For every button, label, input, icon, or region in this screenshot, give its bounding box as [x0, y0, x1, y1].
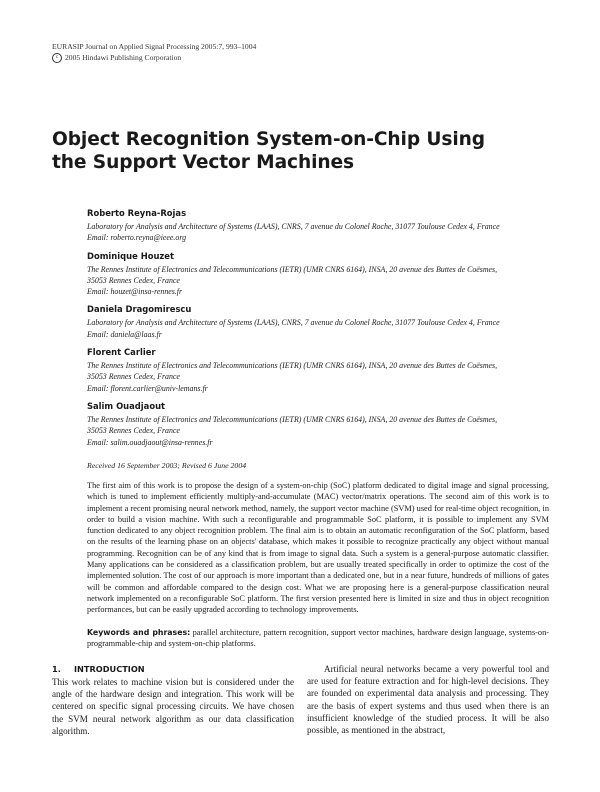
- author-block: [87, 346, 557, 394]
- left-column: [52, 663, 294, 737]
- right-column: [307, 663, 549, 736]
- section-heading: [52, 663, 294, 675]
- author-name: Salim Ouadjaout: [87, 400, 166, 411]
- title-line-2: the Support Vector Machines: [52, 152, 354, 173]
- author-affiliation-city: 35053 Rennes Cedex, France: [87, 275, 180, 285]
- author-name: Dominique Houzet: [87, 250, 174, 261]
- abstract: The first aim of this work is to propose the design of a system-on-chip (SoC) platform dedicated to digital image and signal processing, which is tuned to implement efficiently multiply-and-accumulate (MAC) vector/matrix operations. The second aim of this work is to implement a recent promising neural network method, namely, the support vector machine (SVM) used for real-time object recognition, in order to build a vision machine. With such a reconfigurable and programmable SoC platform, it is possible to implement any SVM function dedicated to any object recognition problem. The final aim is to obtain an automatic reconfiguration of the SoC platform, based on the results of the learning phase on an objects' database, which makes it possible to recognize practically any object without manual programming. Recognition can be of any kind that is from image to signal data. Such a system is a general-purpose automatic classifier. Many applications can be considered as a classification problem, but are usually treated specifically in order to optimize the cost of the implemented solution. The cost of our approach is more important than a dedicated one, but in a near future, hundreds of millions of gates will be common and affordable compared to the design cost. What we are proposing here is a general-purpose classification neural network implemented on a reconfigurable SoC platform. The first version presented here is limited in size and thus in object recognition performances, but can be easily upgraded according to technology improvements.: [87, 481, 549, 615]
- keywords-text: parallel architecture, pattern recognition, support vector machines, hardware design language, systems-on-programmable-chip and system-on-chip platforms.: [87, 628, 549, 649]
- section-number: 1.: [52, 664, 61, 674]
- intro-paragraph: This work relates to machine vision but is considered under the angle of the hardware design and integration. This work will be centered on specific signal processing circuits. We have chosen the SVM neural network algorithm as our data classification algorithm.: [52, 677, 294, 736]
- author-affiliation-city: 35053 Rennes Cedex, France: [87, 372, 180, 382]
- copyright-icon: c: [52, 53, 62, 63]
- author-block: [87, 400, 557, 448]
- author-email[interactable]: Email: daniela@laas.fr: [87, 329, 162, 339]
- author-affiliation: Laboratory for Analysis and Architecture of Systems (LAAS), CNRS, 7 avenue du Colonel Roche, 31077 Toulouse Cedex 4, France: [87, 222, 500, 231]
- author-email[interactable]: Email: salim.ouadjaout@insa-rennes.fr: [87, 437, 213, 447]
- author-name: Daniela Dragomirescu: [87, 304, 192, 315]
- author-block: [87, 303, 557, 340]
- author-name: Roberto Reyna-Rojas: [87, 208, 187, 218]
- keywords-label: Keywords and phrases:: [87, 628, 191, 637]
- paper-title: [52, 128, 512, 174]
- keywords: [87, 627, 549, 650]
- author-list: [87, 207, 557, 454]
- author-email[interactable]: Email: roberto.reyna@ieee.org: [87, 233, 187, 243]
- section-title: INTRODUCTION: [74, 664, 145, 674]
- publisher: 2005 Hindawi Publishing Corporation: [65, 53, 182, 62]
- author-name: Florent Carlier: [87, 347, 156, 358]
- author-affiliation-city: 35053 Rennes Cedex, France: [87, 426, 180, 436]
- title-line-1: Object Recognition System-on-Chip Using: [52, 129, 485, 150]
- author-affiliation: The Rennes Institute of Electronics and Telecommunications (IETR) (UMR CNRS 6164), INSA, 20 avenue des Buttes de Coësmes,: [87, 264, 498, 274]
- author-affiliation: Laboratory for Analysis and Architecture of Systems (LAAS), CNRS, 7 avenue du Colonel Roche, 31077 Toulouse Cedex 4, France: [87, 318, 500, 328]
- author-block: [87, 250, 557, 298]
- author-affiliation: The Rennes Institute of Electronics and Telecommunications (IETR) (UMR CNRS 6164), INSA, 20 avenue des Buttes de Coësmes,: [87, 414, 498, 424]
- journal-header: [52, 41, 256, 63]
- copyright-line: [52, 52, 256, 63]
- journal-citation: EURASIP Journal on Applied Signal Processing 2005:7, 993–1004: [52, 42, 257, 51]
- received-dates: Received 16 September 2003; Revised 6 June 2004: [87, 461, 247, 470]
- author-email[interactable]: Email: houzet@insa-rennes.fr: [87, 287, 183, 297]
- intro-paragraph-continued: Artificial neural networks became a very powerful tool and are used for feature extraction and for high-level decisions. They are founded on experimental data analysis and processing. They are the basis of expert systems and thus used when there is an insufficient knowledge of the studied process. It will be also possible, as mentioned in the abstract,: [307, 664, 549, 736]
- author-block: [87, 207, 557, 244]
- author-email[interactable]: Email: florent.carlier@univ-lemans.fr: [87, 383, 208, 393]
- author-affiliation: The Rennes Institute of Electronics and Telecommunications (IETR) (UMR CNRS 6164), INSA, 20 avenue des Buttes de Coësmes,: [87, 361, 498, 371]
